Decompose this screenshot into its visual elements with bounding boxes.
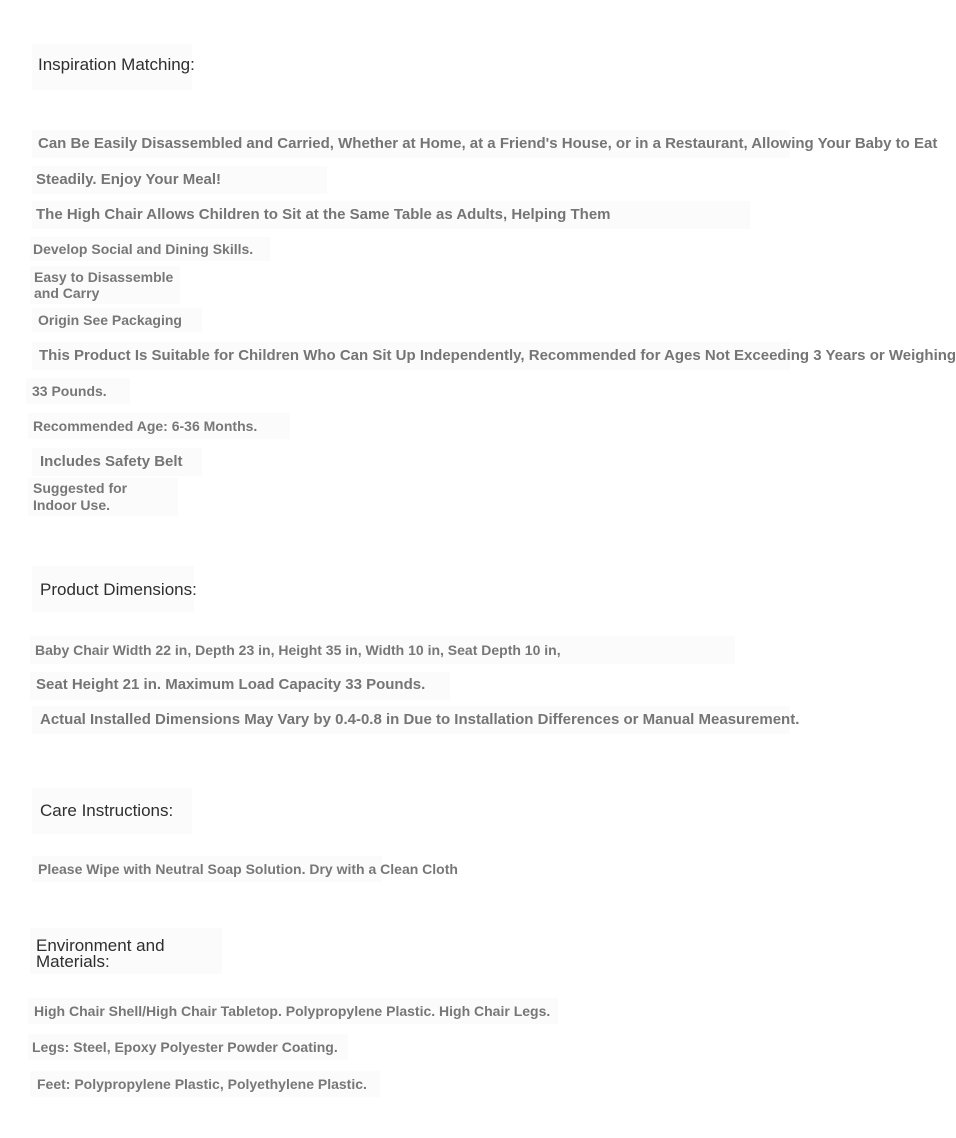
environment-line-3-text: Feet: Polypropylene Plastic, Polyethylene Plastic. — [37, 1076, 367, 1092]
inspiration-line-3-text: The High Chair Allows Children to Sit at the Same Table as Adults, Helping Them — [36, 206, 611, 223]
care-line-1-text: Please Wipe with Neutral Soap Solution. Dry with a Clean Cloth — [38, 861, 458, 877]
inspiration-line-5 — [30, 266, 180, 304]
inspiration-line-7-text: This Product Is Suitable for Children Who Can Sit Up Independently, Recommended for Ages Not Exceeding 3 Years or Weighing — [39, 347, 956, 364]
inspiration-line-8 — [26, 378, 130, 404]
environment-heading-line-2: Materials: — [36, 952, 110, 971]
inspiration-line-1 — [32, 130, 938, 158]
environment-line-2-text: Legs: Steel, Epoxy Polyester Powder Coating. — [32, 1039, 338, 1055]
inspiration-heading-block — [32, 44, 195, 90]
dimensions-line-3-text: Actual Installed Dimensions May Vary by 0.4-0.8 in Due to Installation Differences or Manual Measurement. — [40, 711, 800, 728]
inspiration-line-6-text: Origin See Packaging — [38, 312, 182, 328]
inspiration-heading: Inspiration Matching: — [38, 55, 195, 74]
inspiration-line-10 — [32, 448, 202, 476]
inspiration-line-8-text: 33 Pounds. — [32, 383, 107, 399]
environment-heading-block — [30, 928, 222, 974]
inspiration-line-11a-text: Suggested for — [33, 480, 128, 496]
inspiration-line-9 — [28, 413, 290, 439]
environment-heading-line-1: Environment and — [36, 936, 165, 955]
environment-line-3 — [30, 1071, 380, 1097]
inspiration-line-4-text: Develop Social and Dining Skills. — [33, 241, 254, 257]
inspiration-line-2 — [32, 166, 327, 194]
dimensions-line-2 — [30, 672, 450, 700]
care-line-1 — [32, 856, 458, 882]
environment-line-1-text: High Chair Shell/High Chair Tabletop. Polypropylene Plastic. High Chair Legs. — [34, 1003, 551, 1019]
inspiration-line-5a-text: Easy to Disassemble — [34, 269, 174, 285]
inspiration-line-5b-text: and Carry — [34, 285, 100, 301]
environment-line-2 — [28, 1034, 348, 1060]
inspiration-line-11 — [28, 478, 178, 516]
environment-line-1 — [28, 998, 558, 1024]
inspiration-line-1-text: Can Be Easily Disassembled and Carried, Whether at Home, at a Friend's House, or in a Restaurant, Allowing Your Baby to Eat — [38, 135, 938, 152]
inspiration-line-4 — [30, 237, 270, 261]
dimensions-line-2-text: Seat Height 21 in. Maximum Load Capacity 33 Pounds. — [36, 676, 426, 693]
care-heading: Care Instructions: — [40, 801, 174, 820]
inspiration-line-7 — [32, 342, 956, 370]
dimensions-line-1 — [30, 636, 735, 664]
dimensions-line-3 — [32, 706, 800, 734]
inspiration-line-6 — [32, 308, 202, 332]
dimensions-heading-block — [32, 566, 197, 612]
inspiration-line-2-text: Steadily. Enjoy Your Meal! — [36, 171, 222, 188]
care-heading-block — [32, 788, 192, 834]
inspiration-line-10-text: Includes Safety Belt — [40, 453, 183, 470]
dimensions-heading: Product Dimensions: — [40, 580, 197, 599]
dimensions-line-1-text: Baby Chair Width 22 in, Depth 23 in, Height 35 in, Width 10 in, Seat Depth 10 in, — [35, 642, 561, 658]
inspiration-line-11b-text: Indoor Use. — [33, 497, 111, 513]
inspiration-line-9-text: Recommended Age: 6-36 Months. — [33, 418, 258, 434]
inspiration-line-3 — [32, 201, 750, 229]
